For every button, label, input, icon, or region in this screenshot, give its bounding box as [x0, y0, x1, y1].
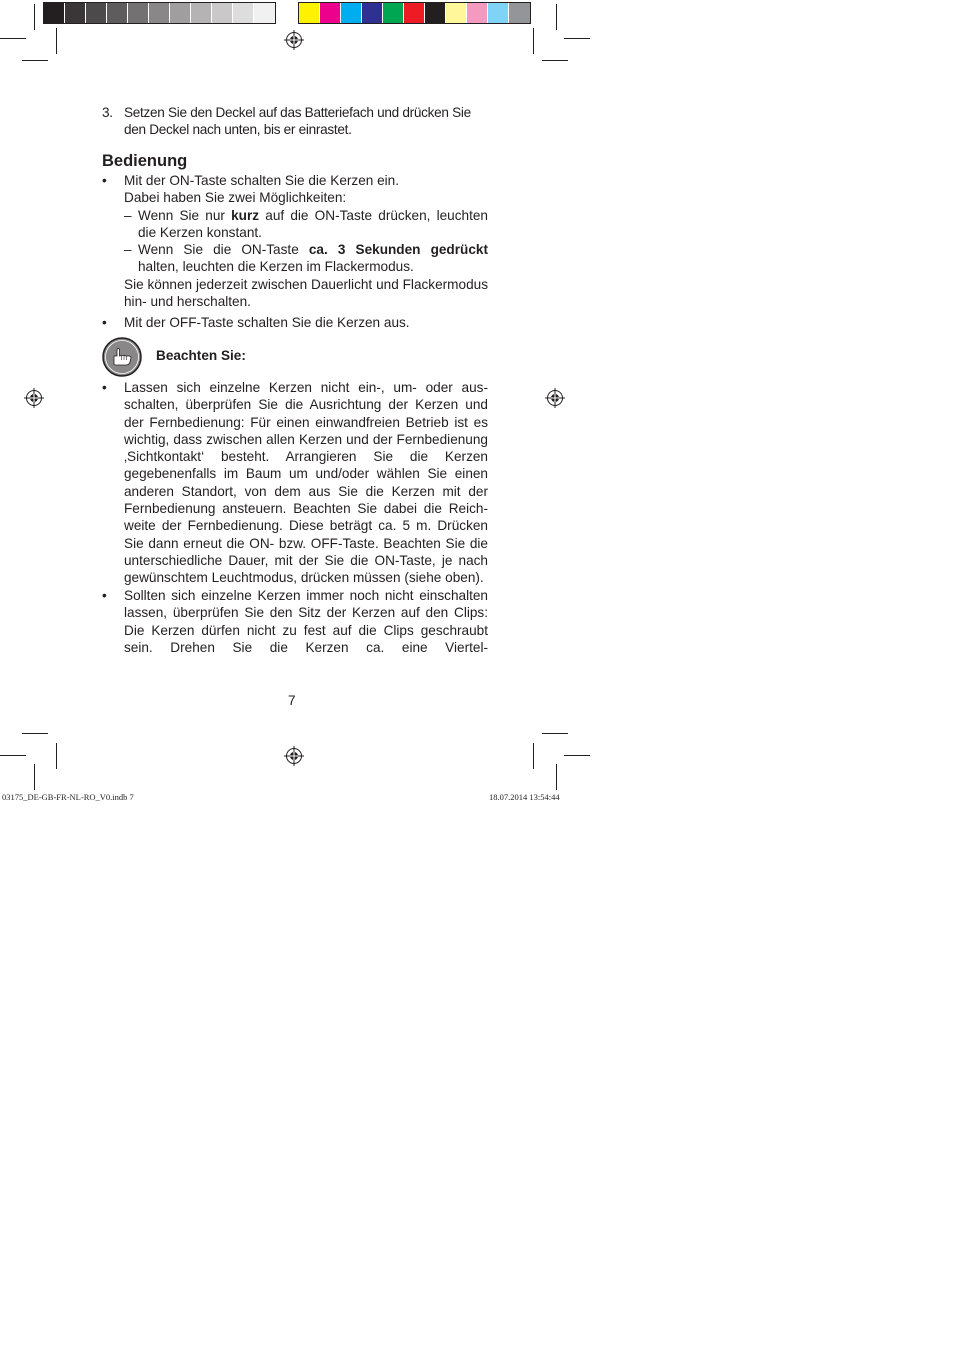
color-swatch: [341, 3, 362, 23]
dash-text: [138, 207, 488, 242]
crop-mark: [22, 60, 48, 61]
crop-mark: [564, 755, 590, 756]
color-swatch: [254, 3, 275, 23]
color-swatch: [233, 3, 254, 23]
note-text: Lassen sich einzelne Kerzen nicht ein-, um- oder ausschalten, überprüfen Sie die Ausrichtung der Kerzen und der Fernbedienung: Für einen einwandfreien Betrieb ist es wichtig, dass zwischen allen Kerzen und der Fernbedienung ‚Sichtkontakt‘ besteht. Arrangieren Sie die Kerzen gegebenenfalls im Baum um und/oder wählen Sie einen anderen Standort, von dem aus Sie die Kerzen mit der Fernbedienung ansteuern. Beachten Sie dabei die Reichweite der Fernbedienung. Diese beträgt ca. 5 m. Drücken Sie dann erneut die ON- bzw. OFF-Taste. Beachten Sie die unterschiedliche Dauer, mit der Sie die ON-Taste, je nach gewünschtem Leuchtmodus, drücken müssen (siehe oben).: [124, 380, 488, 586]
color-swatch: [404, 3, 425, 23]
color-swatch: [425, 3, 446, 23]
dash-item-short-press: [102, 207, 488, 242]
registration-mark-icon: [284, 746, 304, 766]
bullet-marker: •: [102, 173, 107, 188]
slug-date: 18.07.2014 13:54:44: [489, 792, 560, 802]
bullet-on-key: [102, 172, 488, 310]
color-swatch: [128, 3, 149, 23]
pointing-hand-icon: [102, 337, 142, 377]
bullet-marker: •: [102, 588, 107, 603]
bullet-text: Dabei haben Sie zwei Möglichkeiten:: [124, 190, 347, 206]
dash-text: [138, 241, 488, 276]
dash-text-part: auf die ON-Taste drücken, leuchten die Kerzen konstant.: [138, 207, 488, 240]
dash-marker: –: [124, 207, 132, 223]
bullet-off-key: [102, 314, 488, 331]
crop-mark: [34, 4, 35, 30]
note-bullet-clips: [102, 587, 488, 656]
dash-item-long-press: [102, 241, 488, 276]
color-swatch: [107, 3, 128, 23]
color-swatch: [446, 3, 467, 23]
step-number: 3.: [102, 105, 113, 120]
crop-mark: [542, 60, 568, 61]
color-swatch: [362, 3, 383, 23]
color-swatch: [320, 3, 341, 23]
dash-marker: –: [124, 242, 132, 258]
crop-mark: [542, 733, 568, 734]
dash-text-part: halten, leuchten die Kerzen im Flackermodus.: [138, 259, 414, 275]
bullet-text: Mit der OFF-Taste schalten Sie die Kerzen aus.: [124, 315, 410, 330]
registration-mark-icon: [284, 30, 304, 50]
crop-mark: [22, 733, 48, 734]
bullet-text: Mit der ON-Taste schalten Sie die Kerzen ein.: [124, 173, 400, 188]
color-swatch: [86, 3, 107, 23]
color-swatch: [44, 3, 65, 23]
bullet-marker: •: [102, 315, 107, 330]
crop-mark: [556, 764, 557, 790]
dash-text-bold: ca. 3 Sekunden gedrückt: [308, 242, 488, 258]
bullet-text: Sie können jederzeit zwischen Dauerlicht und Flackermodus hin- und herschalten.: [124, 276, 488, 310]
crop-mark: [564, 38, 590, 39]
crop-mark: [0, 38, 26, 39]
dash-text-part: Wenn Sie die ON-Taste: [138, 242, 309, 258]
registration-mark-icon: [545, 388, 565, 408]
crop-mark: [556, 4, 557, 30]
crop-mark: [0, 755, 26, 756]
crop-mark: [56, 28, 57, 54]
color-swatch: [383, 3, 404, 23]
slug-file: 03175_DE-GB-FR-NL-RO_V0.indb 7: [2, 792, 134, 802]
registration-mark-icon: [24, 388, 44, 408]
color-swatch: [299, 3, 320, 23]
dash-text-bold: kurz: [231, 207, 260, 223]
step-3: [102, 104, 488, 139]
color-swatch: [65, 3, 86, 23]
bullet-marker: •: [102, 380, 107, 395]
color-swatch: [467, 3, 488, 23]
crop-mark: [533, 28, 534, 54]
section-title: Bedienung: [102, 152, 188, 170]
color-swatch: [488, 3, 509, 23]
crop-mark: [56, 743, 57, 769]
crop-mark: [533, 743, 534, 769]
gray-color-bar: [43, 2, 276, 24]
crop-mark: [34, 764, 35, 790]
process-color-bar: [298, 2, 531, 24]
note-title: Beachten Sie:: [156, 348, 246, 363]
note-bullet-alignment: [102, 379, 488, 587]
color-swatch: [212, 3, 233, 23]
note-text: Sollten sich einzelne Kerzen immer noch nicht einschalten lassen, überprüfen Sie den Sitz der Kerzen auf den Clips: Die Kerzen dürfen nicht zu fest auf die Clips geschraubt sein. Drehen Sie die Kerzen ca. eine Viertel-: [124, 588, 488, 655]
color-swatch: [170, 3, 191, 23]
step-text: Setzen Sie den Deckel auf das Batteriefach und drücken Sie den Deckel nach unten, bis er einrastet.: [124, 105, 471, 138]
color-swatch: [509, 3, 530, 23]
color-swatch: [149, 3, 170, 23]
page-number: 7: [288, 693, 296, 708]
dash-text-part: Wenn Sie nur: [138, 207, 232, 223]
color-swatch: [191, 3, 212, 23]
